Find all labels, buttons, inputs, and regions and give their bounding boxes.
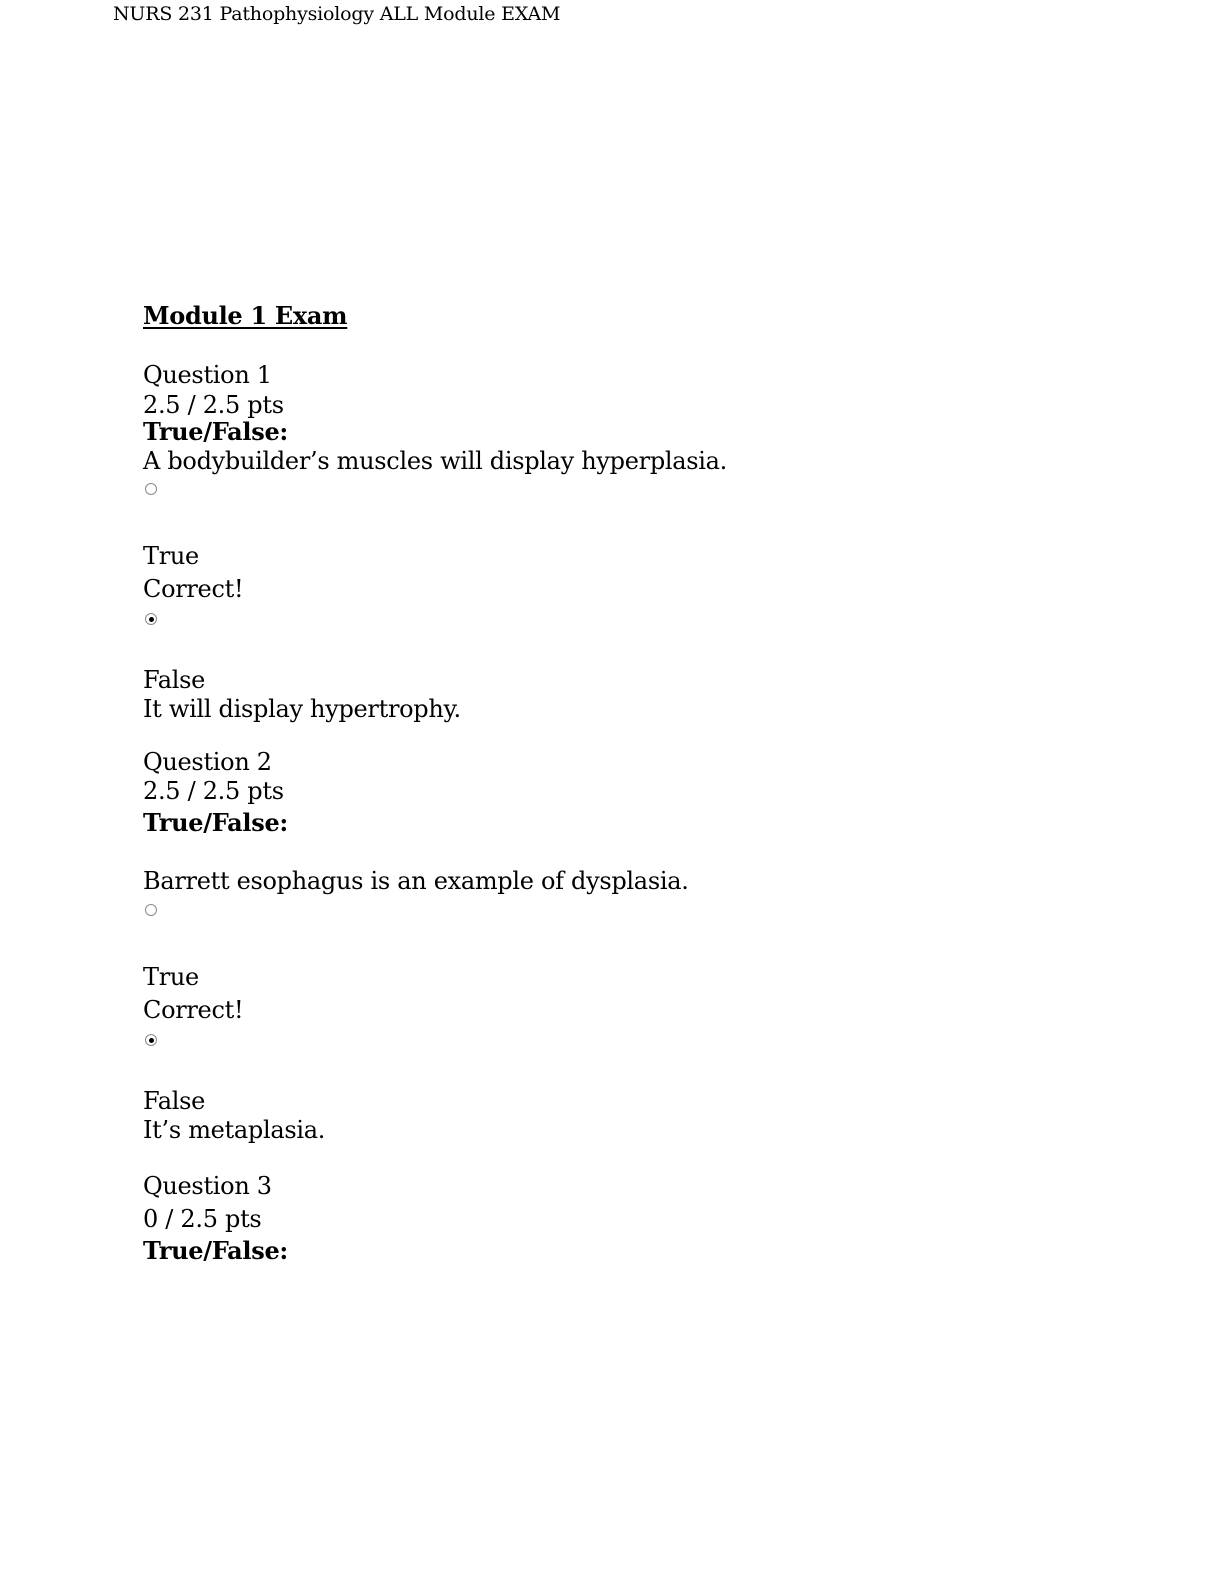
question-1-option-false: False — [143, 666, 206, 694]
question-1-explanation: It will display hypertrophy. — [143, 695, 461, 723]
question-3-points: 0 / 2.5 pts — [143, 1205, 262, 1233]
running-header: NURS 231 Pathophysiology ALL Module EXAM — [113, 3, 561, 25]
question-2-prompt: Barrett esophagus is an example of dysplasia. — [143, 867, 689, 895]
question-1-points: 2.5 / 2.5 pts — [143, 391, 284, 419]
question-2-option-false: False — [143, 1087, 206, 1115]
question-2-radio-false[interactable] — [145, 1034, 157, 1046]
question-1-feedback: Correct! — [143, 575, 244, 603]
question-1-radio-true[interactable] — [145, 483, 157, 495]
question-3-label: Question 3 — [143, 1172, 272, 1200]
question-2-feedback: Correct! — [143, 996, 244, 1024]
question-1-label: Question 1 — [143, 361, 272, 389]
question-3-type: True/False: — [143, 1236, 288, 1265]
question-2-radio-true[interactable] — [145, 904, 157, 916]
question-2-points: 2.5 / 2.5 pts — [143, 777, 284, 805]
question-2-explanation: It’s metaplasia. — [143, 1116, 326, 1144]
question-1-radio-false[interactable] — [145, 613, 157, 625]
question-2-option-true: True — [143, 963, 199, 991]
question-2-type: True/False: — [143, 808, 288, 837]
section-title: Module 1 Exam — [143, 301, 348, 330]
question-2-label: Question 2 — [143, 748, 272, 776]
exam-content — [143, 0, 1143, 1584]
question-1-option-true: True — [143, 542, 199, 570]
question-1-type: True/False: — [143, 417, 288, 446]
question-1-prompt: A bodybuilder’s muscles will display hyperplasia. — [143, 447, 727, 475]
